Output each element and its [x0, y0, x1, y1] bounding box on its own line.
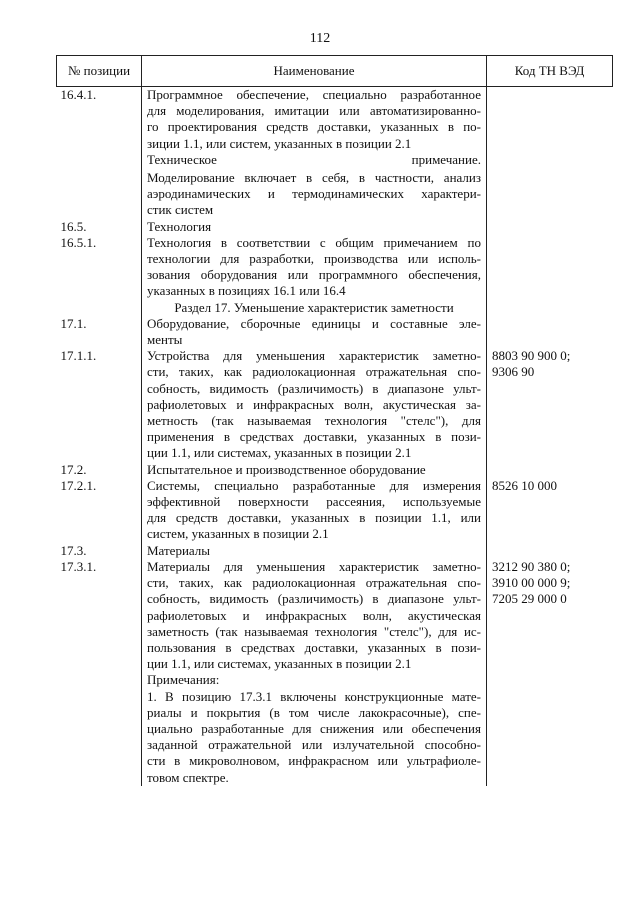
name-cell	[142, 235, 487, 300]
name-line: эффективной поверхности рассеяния, используемые	[147, 494, 481, 510]
position-code-cell	[57, 87, 142, 219]
name-line: для моделирования, имитации или автоматизированно-	[147, 103, 481, 119]
tnved-code: 9306 90	[492, 364, 535, 380]
name-line: ции 1.1, или системах, указанных в позиции 2.1	[147, 656, 412, 672]
name-line: собность, видимость (различимость) в диапазоне ульт-	[147, 380, 481, 396]
name-line: рафиолетовых и инфракрасных волн, акустическая	[147, 607, 481, 623]
position-code: 16.5.1.	[60, 234, 97, 250]
position-code-cell	[57, 348, 142, 461]
position-code-cell	[57, 316, 142, 348]
position-code: 17.3.	[60, 542, 87, 558]
name-line: товом спектре.	[147, 769, 229, 785]
page-number: 112	[309, 31, 331, 46]
name-line: заметность (так называемая технология "стелс"), для ис-	[147, 623, 481, 639]
name-line: пользования в средствах доставки, указанных в пози-	[147, 639, 481, 655]
header-name: Наименование	[142, 56, 487, 87]
position-code: 16.5.	[60, 218, 87, 234]
tnved-code: 3910 00 000 9;	[492, 575, 571, 591]
tnved-code-cell	[487, 235, 613, 300]
position-code: 16.4.1.	[60, 87, 97, 102]
tnved-code-cell	[487, 316, 613, 348]
name-line: систем, указанных в позиции 2.1	[147, 526, 329, 542]
name-line: Материалы	[147, 542, 211, 558]
position-code-cell	[57, 219, 142, 235]
name-line: рафиолетовых и инфракрасных волн, акустическая за-	[147, 396, 481, 412]
position-code: 17.2.	[60, 461, 87, 477]
name-cell	[142, 348, 487, 461]
name-line: Материалы для уменьшения характеристик заметно-	[147, 558, 481, 574]
table-row	[57, 348, 613, 461]
name-cell	[142, 462, 487, 478]
table-row	[57, 235, 613, 300]
name-line: Системы, специально разработанные для измерения	[147, 477, 481, 493]
name-line: ции 1.1, или системах, указанных в позиции 2.1	[147, 445, 412, 461]
position-code: 17.1.	[60, 315, 87, 331]
section-title: Раздел 17. Уменьшение характеристик заметности	[174, 299, 454, 315]
name-line: циально разработанные для снижения или обеспечения	[147, 720, 481, 736]
tnved-code-cell	[487, 348, 613, 461]
name-line: го проектирования средств доставки, указанных в по-	[147, 119, 481, 135]
name-line: указанных в позициях 16.1 или 16.4	[147, 283, 346, 299]
name-line: Программное обеспечение, специально разработанное	[147, 87, 481, 102]
name-line: 1. В позицию 17.3.1 включены конструкционные мате-	[147, 688, 481, 704]
name-line: Примечания:	[147, 672, 220, 688]
name-line: Технология в соответствии с общим примечанием по	[147, 234, 481, 250]
header-position: № позиции	[57, 56, 142, 87]
tnved-code-cell	[487, 300, 613, 316]
name-line: собность, видимость (различимость) в диапазоне ульт-	[147, 591, 481, 607]
tnved-code-cell	[487, 462, 613, 478]
name-line: метность (так называемая технология "стелс"), для	[147, 413, 481, 429]
classification-table	[56, 55, 613, 786]
table-row	[57, 87, 613, 219]
position-code: 17.1.1.	[60, 348, 97, 364]
position-code-cell	[57, 235, 142, 300]
name-line: Оборудование, сборочные единицы и составные эле-	[147, 315, 481, 331]
position-code-cell	[57, 543, 142, 559]
tnved-code-cell	[487, 478, 613, 543]
position-code: 17.2.1.	[60, 477, 97, 493]
tnved-code: 3212 90 380 0;	[492, 558, 571, 574]
name-line: зования оборудования или программного обеспечения,	[147, 267, 481, 283]
name-line: для средств доставки, указанных в позиции 1.1, или	[147, 510, 481, 526]
table-row	[57, 219, 613, 235]
name-line: Моделирование включает в себя, в частности, анализ	[147, 170, 481, 186]
name-line: технологии для разработки, производства или исполь-	[147, 251, 481, 267]
name-line: зиции 1.1, или систем, указанных в позиции 2.1	[147, 135, 412, 151]
name-line: сти, таких, как радиолокационная отражательная спо-	[147, 364, 481, 380]
tnved-code-cell	[487, 543, 613, 559]
position-code: 17.3.1.	[60, 558, 97, 574]
name-line: менты	[147, 332, 183, 348]
name-line: заданной отражательной или излучательной способно-	[147, 737, 481, 753]
name-cell	[142, 219, 487, 235]
name-cell	[142, 300, 487, 316]
name-line: Техническое примечание.	[147, 151, 481, 167]
header-tnved-code: Код ТН ВЭД	[487, 56, 613, 87]
name-line: Испытательное и производственное оборудование	[147, 461, 426, 477]
position-code-cell	[57, 478, 142, 543]
table-row	[57, 462, 613, 478]
name-line: стик систем	[147, 202, 214, 218]
tnved-code: 7205 29 000 0	[492, 591, 567, 607]
table-body	[57, 87, 613, 786]
position-code-cell	[57, 300, 142, 316]
name-cell	[142, 316, 487, 348]
tnved-code: 8803 90 900 0;	[492, 348, 571, 364]
name-line: Устройства для уменьшения характеристик заметно-	[147, 348, 481, 364]
name-cell	[142, 478, 487, 543]
name-line: сти в микроволновом, инфракрасном или ультрафиоле-	[147, 753, 481, 769]
name-cell	[142, 543, 487, 559]
name-cell	[142, 559, 487, 786]
table-header-row	[57, 56, 613, 87]
table-row	[57, 543, 613, 559]
name-line: сти, таких, как радиолокационная отражательная спо-	[147, 575, 481, 591]
table-row	[57, 478, 613, 543]
table-row	[57, 559, 613, 786]
tnved-code-cell	[487, 219, 613, 235]
tnved-code: 8526 10 000	[492, 477, 557, 493]
name-cell	[142, 87, 487, 219]
section-title-row	[57, 300, 613, 316]
tnved-code-cell	[487, 559, 613, 786]
position-code-cell	[57, 559, 142, 786]
name-line: Технология	[147, 218, 212, 234]
position-code-cell	[57, 462, 142, 478]
tnved-code-cell	[487, 87, 613, 219]
name-line: применения в средствах доставки, указанных в пози-	[147, 429, 481, 445]
table-row	[57, 316, 613, 348]
name-line: риалы и покрытия (в том числе лакокрасочные), спе-	[147, 704, 481, 720]
name-line: аэродинамических и термодинамических характери-	[147, 186, 481, 202]
